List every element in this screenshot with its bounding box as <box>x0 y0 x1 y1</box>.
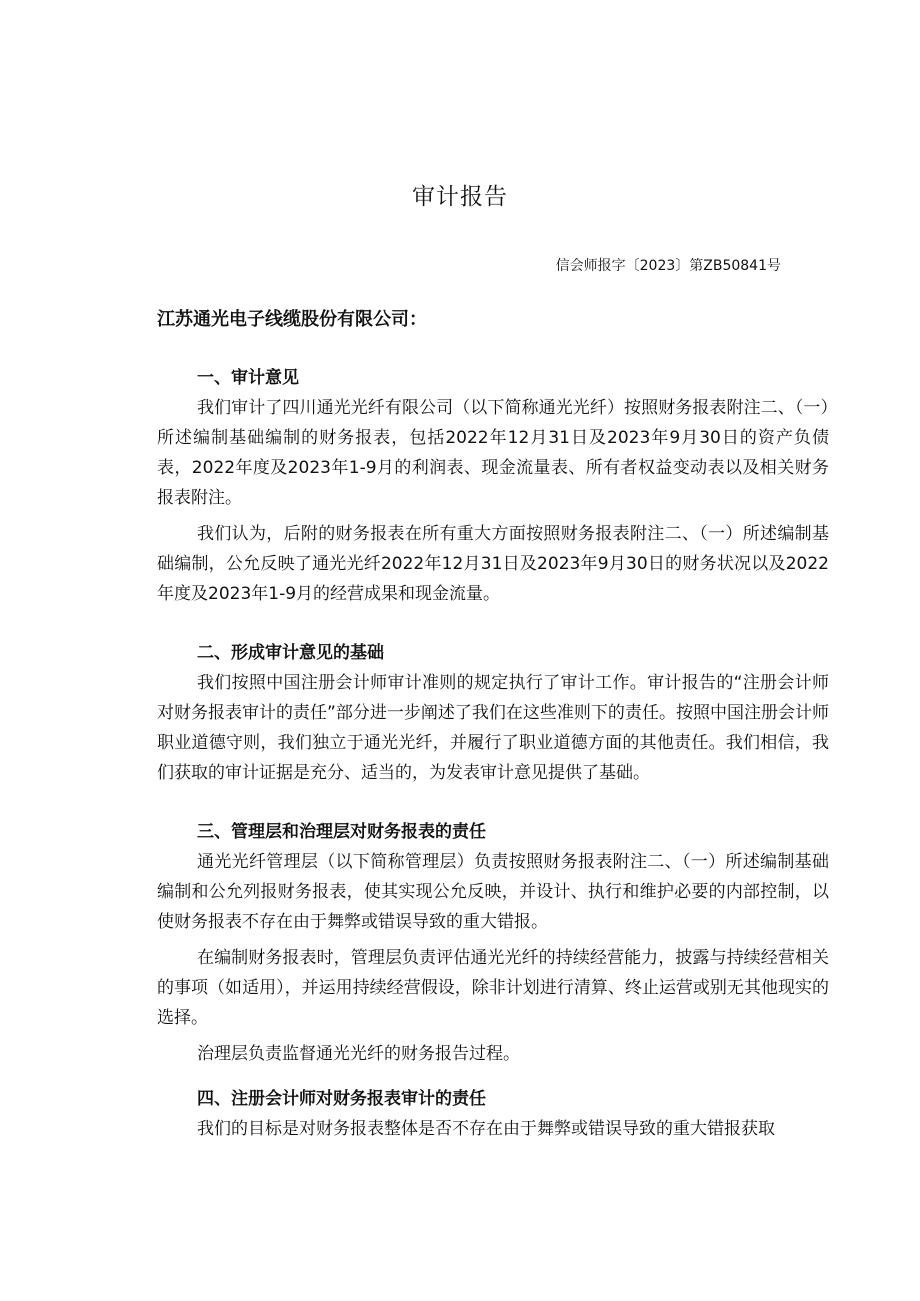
paragraph: 通光光纤管理层（以下简称管理层）负责按照财务报表附注二、（一）所述编制基础编制和公允列报财务报表，使其实现公允反映，并设计、执行和维护必要的内部控制，以使财务报表不存在由于舞弊或错误导致的重大错报。 <box>157 852 829 932</box>
report-body <box>157 363 829 1144</box>
paragraph: 我们认为，后附的财务报表在所有重大方面按照财务报表附注二、（一）所述编制基础编制，公允反映了通光光纤2022年12月31日及2023年9月30日的财务状况以及2022年度及2023年1-9月的经营成果和现金流量。 <box>157 524 829 604</box>
paragraph: 我们按照中国注册会计师审计准则的规定执行了审计工作。审计报告的“注册会计师对财务报表审计的责任”部分进一步阐述了我们在这些准则下的责任。按照中国注册会计师职业道德守则，我们独立于通光光纤，并履行了职业道德方面的其他责任。我们相信，我们获取的审计证据是充分、适当的，为发表审计意见提供了基础。 <box>157 673 829 783</box>
report-number: 信会师报字〔2023〕第ZB50841号 <box>555 258 781 274</box>
section-heading-audit-opinion: 一、审计意见 <box>197 368 299 388</box>
report-title: 审计报告 <box>412 184 508 210</box>
addressee: 江苏通光电子线缆股份有限公司： <box>157 309 427 330</box>
paragraph: 治理层负责监督通光光纤的财务报告过程。 <box>197 1044 520 1064</box>
section-heading-management-responsibility: 三、管理层和治理层对财务报表的责任 <box>197 822 486 842</box>
section-heading-basis-for-opinion: 二、形成审计意见的基础 <box>197 643 384 663</box>
paragraph: 我们的目标是对财务报表整体是否不存在由于舞弊或错误导致的重大错报获取 <box>197 1119 775 1139</box>
paragraph: 我们审计了四川通光光纤有限公司（以下简称通光光纤）按照财务报表附注二、（一）所述编制基础编制的财务报表，包括2022年12月31日及2023年9月30日的资产负债表，2022年度及2023年1-9月的利润表、现金流量表、所有者权益变动表以及相关财务报表附注。 <box>157 398 829 508</box>
paragraph: 在编制财务报表时，管理层负责评估通光光纤的持续经营能力，披露与持续经营相关的事项（如适用），并运用持续经营假设，除非计划进行清算、终止运营或别无其他现实的选择。 <box>157 948 829 1028</box>
section-heading-auditor-responsibility: 四、注册会计师对财务报表审计的责任 <box>197 1089 486 1109</box>
